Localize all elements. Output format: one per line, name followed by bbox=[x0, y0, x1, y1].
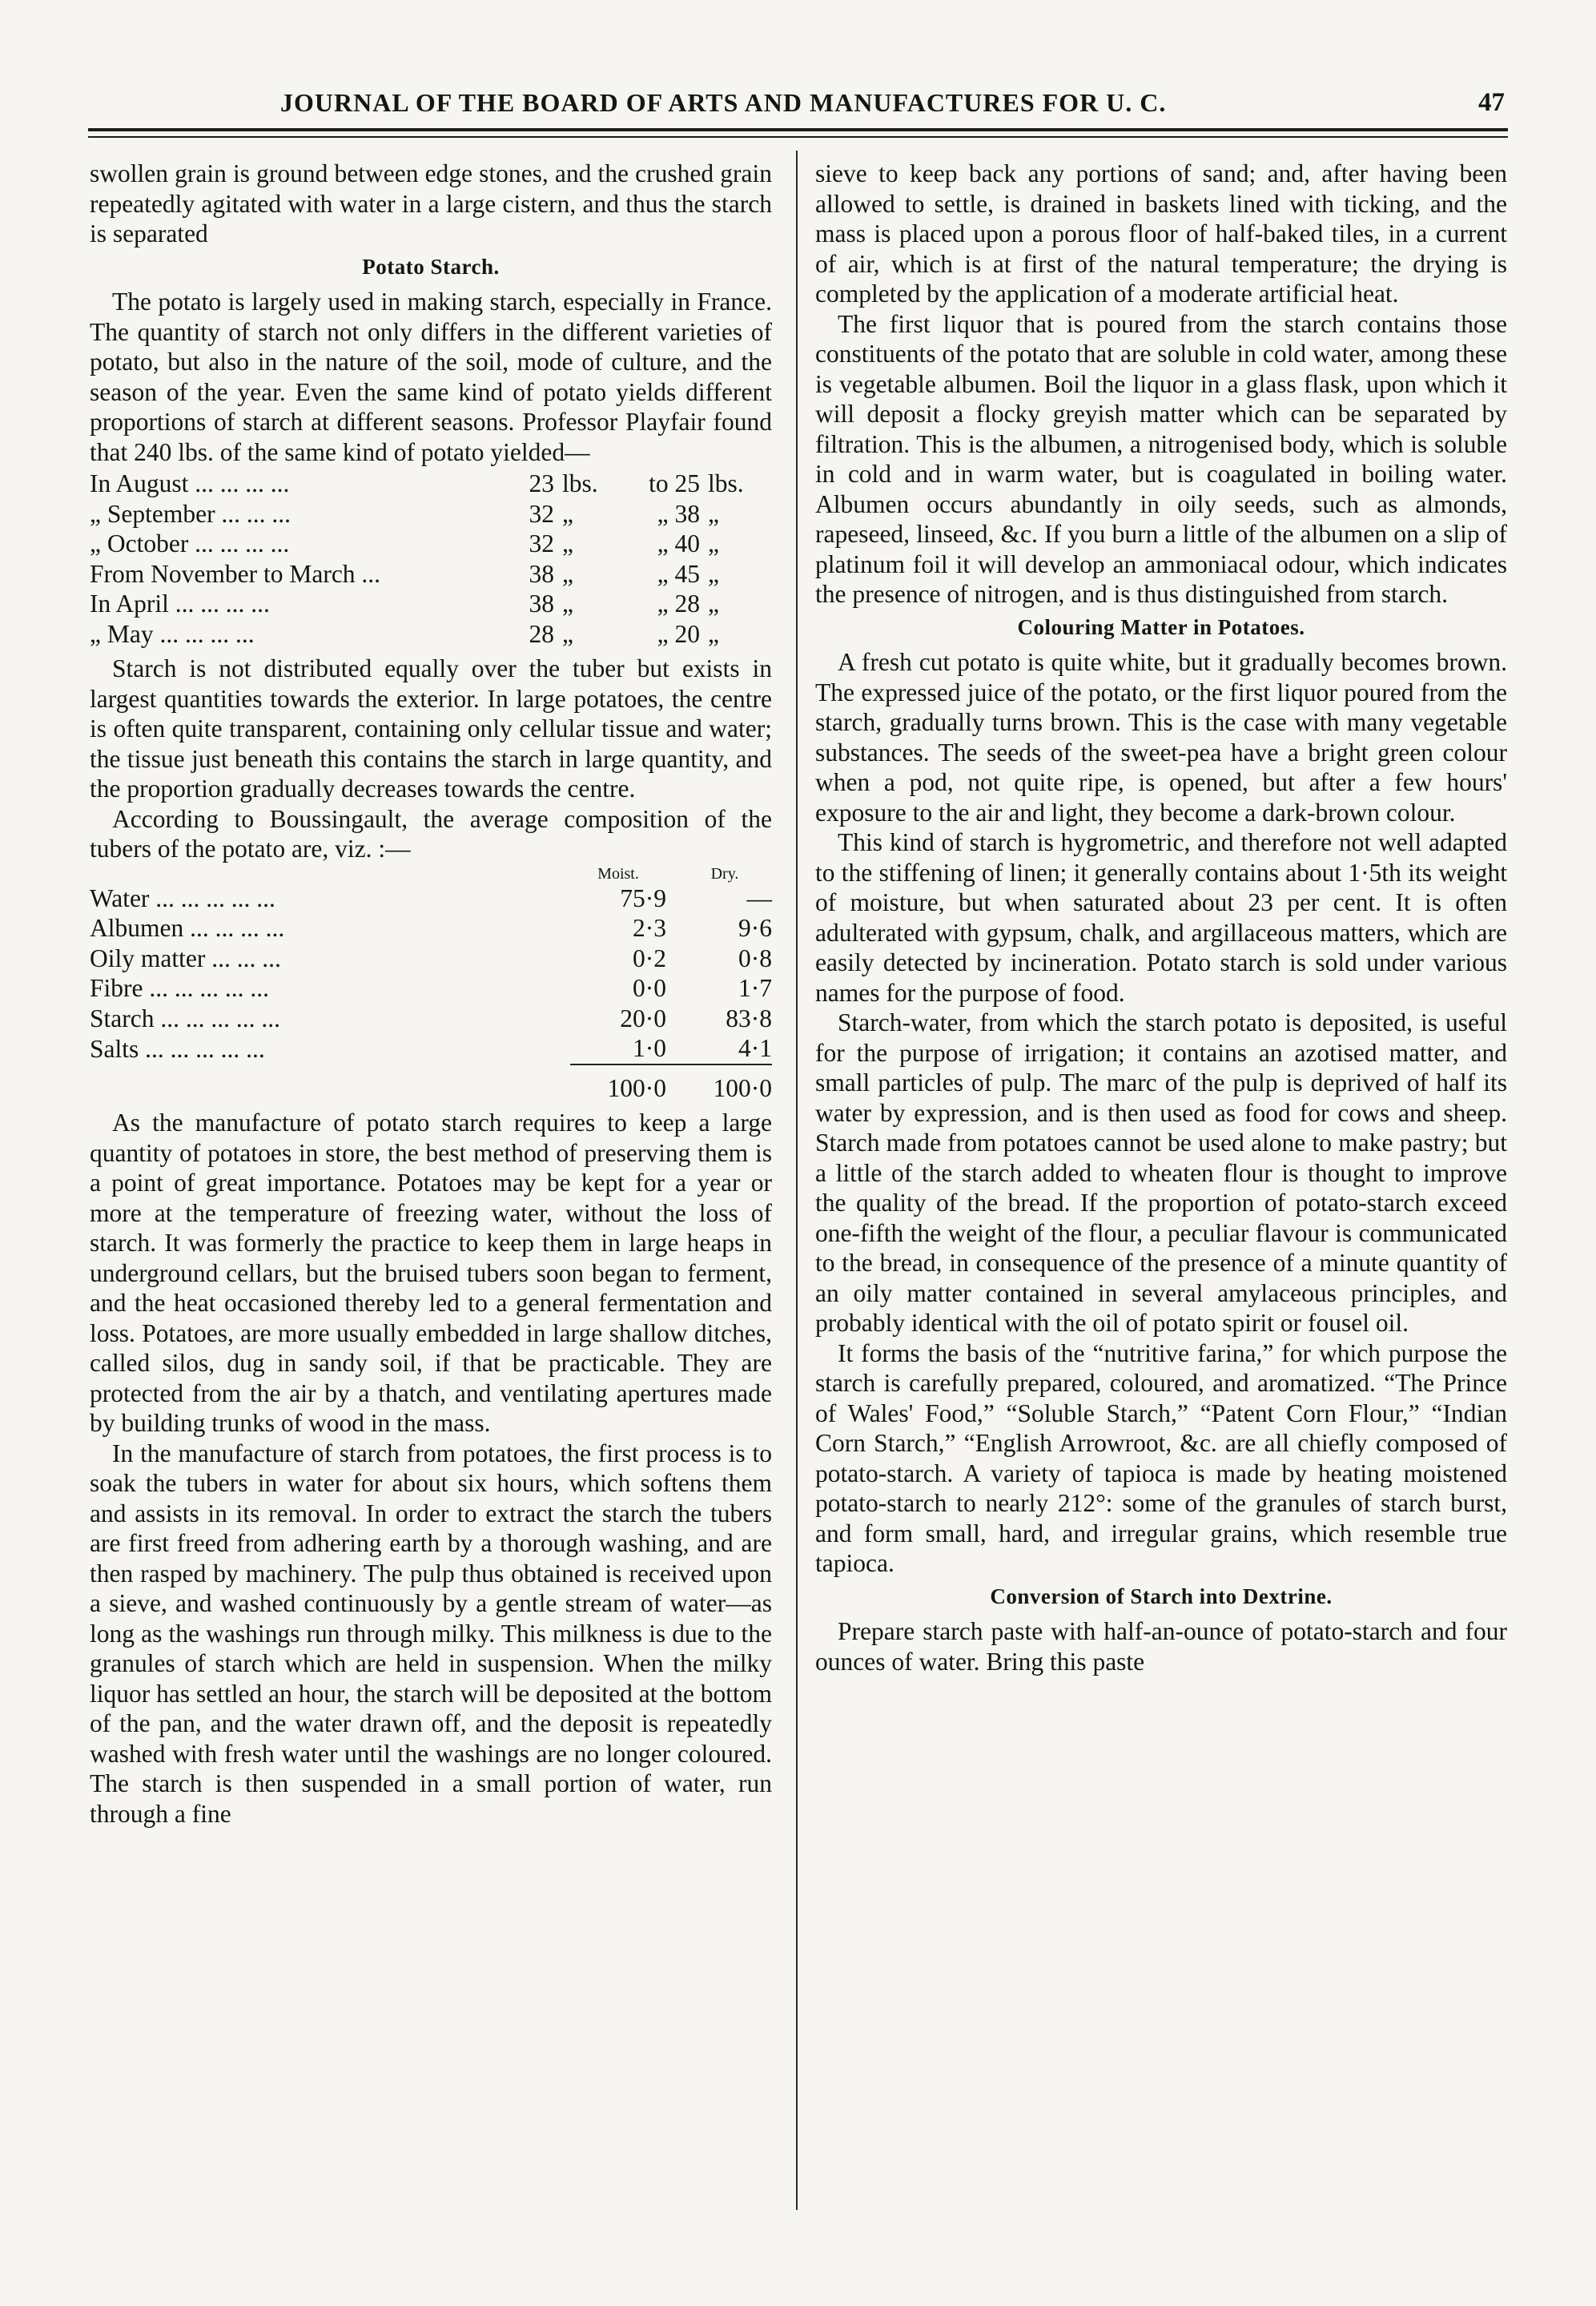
component-label: Oily matter ... ... ... bbox=[90, 944, 281, 972]
composition-row bbox=[90, 1033, 772, 1064]
yield-row bbox=[90, 619, 772, 650]
moist-value: 75·9 bbox=[620, 883, 666, 912]
paragraph: According to Boussingault, the average composition of the tubers of the potato are, viz. :— bbox=[90, 804, 772, 863]
yield-label: „ May ... ... ... ... bbox=[90, 619, 255, 648]
dry-value: 83·8 bbox=[726, 1004, 772, 1032]
composition-total-row bbox=[90, 1064, 772, 1104]
section-heading-potato-starch: Potato Starch. bbox=[362, 254, 500, 279]
paragraph: As the manufacture of potato starch requires to keep a large quantity of potatoes in store, the best method of preserving them is a point of great importance. Potatoes may be kept for a year or more at the temperature of freezing water, without the loss of starch. It was formerly the practice to keep them in large heaps in underground cellars, but the bruised tubers soon began to ferment, and the heat occasioned thereby led to a general fermentation and loss. Potatoes, are more usually embedded in large shallow ditches, called silos, dug in sandy soil, if that be practicable. They are protected from the air by a thatch, and ventilating apertures made by building trunks of wood in the mass. bbox=[90, 1109, 772, 1437]
yield-unit: lbs. bbox=[708, 469, 744, 497]
yield-unit: „ bbox=[562, 619, 573, 648]
paragraph: Starch-water, from which the starch potato is deposited, is useful for the purpose of irrigation; it contains an azotised matter, and small particles of pulp. The marc of the pulp is deprived of half its water by expression, and is then used as food for cows and sheep. Starch made from potatoes cannot be used alone to make pastry; but a little of the starch added to wheaten flour is thought to improve the quality of the bread. If the proportion of potato-starch exceed one-fifth the weight of the flour, a peculiar flavour is communicated to the bread, in consequence of the presence of a minute quantity of an oily matter contained in several amylaceous principles, and probably identical with the oil of potato spirit or fousel oil. bbox=[815, 1008, 1507, 1337]
yield-unit: „ bbox=[562, 499, 573, 528]
yield-label: „ October ... ... ... ... bbox=[90, 529, 290, 557]
moist-value: 1·0 bbox=[633, 1034, 666, 1062]
yield-row bbox=[90, 469, 772, 499]
yield-from: 32 bbox=[529, 529, 554, 557]
page-header bbox=[88, 85, 1508, 133]
right-column bbox=[815, 159, 1507, 1676]
composition-table bbox=[90, 864, 772, 1104]
yield-label: „ September ... ... ... bbox=[90, 499, 291, 528]
component-label: Starch ... ... ... ... ... bbox=[90, 1004, 280, 1032]
header-dry: Dry. bbox=[710, 864, 739, 883]
composition-row bbox=[90, 883, 772, 914]
yield-to: „ 40 bbox=[657, 529, 700, 557]
yield-label: In April ... ... ... ... bbox=[90, 590, 270, 618]
yield-from: 28 bbox=[529, 619, 554, 648]
yield-from: 23 bbox=[529, 469, 554, 497]
paragraph: Starch is not distributed equally over the tuber but exists in largest quantities towards the exterior. In large potatoes, the centre is often quite transparent, containing only cellular tissue and water; the tissue just beneath this contains the starch in large quantity, and the proportion gradually decreases towards the centre. bbox=[90, 654, 772, 803]
component-label: Water ... ... ... ... ... bbox=[90, 883, 275, 912]
total-dry: 100·0 bbox=[677, 1064, 772, 1104]
paragraph: This kind of starch is hygrometric, and therefore not well adapted to the stiffening of linen; it generally contains about 1·5th its weight of moisture, but when saturated about 23 per cent. It is often adulterated with gypsum, chalk, and argillaceous matters, which are easily detected by incineration. Potato starch is sold under various names for the purpose of food. bbox=[815, 828, 1507, 1007]
yield-table bbox=[90, 469, 772, 649]
dry-value: — bbox=[746, 883, 772, 912]
yield-row bbox=[90, 559, 772, 590]
dry-value: 9·6 bbox=[738, 914, 772, 942]
section-heading-dextrine: Conversion of Starch into Dextrine. bbox=[990, 1584, 1333, 1608]
yield-row bbox=[90, 529, 772, 559]
yield-from: 38 bbox=[529, 590, 554, 618]
yield-to: to 25 bbox=[649, 469, 700, 497]
yield-unit: „ bbox=[562, 559, 573, 588]
composition-header-row bbox=[90, 864, 772, 883]
left-column bbox=[90, 159, 772, 1829]
paragraph: It forms the basis of the “nutritive farina,” for which purpose the starch is carefully prepared, coloured, and aromatized. “The Prince of Wales' Food,” “Soluble Starch,” “Patent Corn Flour,” “Indian Corn Starch,” “English Arrowroot, &c. are all chiefly composed of potato-starch. A variety of tapioca is made by heating moistened potato-starch to nearly 212°: some of the granules of starch burst, and form small, hard, and irregular grains, which resemble true tapioca. bbox=[815, 1338, 1507, 1577]
dry-value: 1·7 bbox=[738, 974, 772, 1002]
composition-row bbox=[90, 944, 772, 974]
yield-unit: „ bbox=[708, 529, 719, 557]
paragraph: sieve to keep back any portions of sand; and, after having been allowed to settle, is drained in baskets lined with ticking, and the mass is placed upon a porous floor of half-baked tiles, in a current of air, which is at first of the natural temperature; the drying is completed by the application of a moderate artificial heat. bbox=[815, 159, 1507, 308]
yield-to: „ 20 bbox=[657, 619, 700, 648]
running-title: JOURNAL OF THE BOARD OF ARTS AND MANUFACTURES FOR U. C. bbox=[280, 88, 1167, 117]
paragraph: swollen grain is ground between edge stones, and the crushed grain repeatedly agitated with water in a large cistern, and thus the starch is separated bbox=[90, 159, 772, 248]
paragraph: Prepare starch paste with half-an-ounce of potato-starch and four ounces of water. Bring this paste bbox=[815, 1617, 1507, 1676]
component-label: Fibre ... ... ... ... ... bbox=[90, 974, 269, 1002]
page-number: 47 bbox=[1478, 88, 1505, 117]
header-rule-thick bbox=[88, 128, 1508, 131]
paragraph: In the manufacture of starch from potatoes, the first process is to soak the tubers in water for about six hours, which softens them and assists in its removal. In order to extract the starch the tubers are first freed from adhering earth by a thorough washing, and are then rasped by machinery. The pulp thus obtained is received upon a sieve, and washed continuously by a gentle stream of water—as long as the washings run through milky. This milkness is due to the granules of starch which are held in suspension. When the milky liquor has settled an hour, the starch will be deposited at the bottom of the pan, and the water drawn off, and the deposit is repeatedly washed with fresh water until the washings are no longer coloured. The starch is then suspended in a small portion of water, run through a fine bbox=[90, 1439, 772, 1828]
composition-row bbox=[90, 913, 772, 944]
yield-to: „ 38 bbox=[657, 499, 700, 528]
moist-value: 20·0 bbox=[620, 1004, 666, 1032]
yield-unit: „ bbox=[708, 619, 719, 648]
component-label: Albumen ... ... ... ... bbox=[90, 914, 285, 942]
paragraph: The first liquor that is poured from the starch contains those constituents of the potato that are soluble in cold water, among these is vegetable albumen. Boil the liquor in a glass flask, upon which it will deposit a flocky greyish matter which can be separated by filtration. This is the albumen, a nitrogenised body, which is soluble in cold and in warm water, but is coagulated in boiling water. Albumen occurs abundantly in oily seeds, such as almonds, rapeseed, linseed, &c. If you burn a little of the albumen on a slip of platinum foil it will develop an ammoniacal odour, which indicates the presence of nitrogen, and is thus distinguished from starch. bbox=[815, 309, 1507, 608]
yield-row bbox=[90, 589, 772, 619]
moist-value: 0·0 bbox=[633, 974, 666, 1002]
component-label: Salts ... ... ... ... ... bbox=[90, 1034, 265, 1063]
dry-value: 4·1 bbox=[738, 1034, 772, 1062]
yield-unit: „ bbox=[708, 499, 719, 528]
yield-label: In August ... ... ... ... bbox=[90, 469, 290, 497]
yield-from: 32 bbox=[529, 499, 554, 528]
yield-label: From November to March ... bbox=[90, 559, 381, 588]
yield-unit: „ bbox=[708, 559, 719, 588]
paragraph: A fresh cut potato is quite white, but it gradually becomes brown. The expressed juice of the potato, or the first liquor poured from the starch, gradually turns brown. This is the case with many vegetable substances. The seeds of the sweet-pea have a bright green colour when a pod, not quite ripe, is opened, but after a few hours' exposure to the air and light, they become a dark-brown colour. bbox=[815, 648, 1507, 827]
yield-unit: „ bbox=[708, 590, 719, 618]
dry-value: 0·8 bbox=[738, 944, 772, 972]
header-moist: Moist. bbox=[597, 864, 639, 883]
yield-from: 38 bbox=[529, 559, 554, 588]
paragraph: The potato is largely used in making starch, especially in France. The quantity of starch not only differs in the different varieties of potato, but also in the nature of the soil, mode of culture, and the season of the year. Even the same kind of potato yields different proportions of starch at different seasons. Professor Playfair found that 240 lbs. of the same kind of potato yielded— bbox=[90, 288, 772, 466]
composition-row bbox=[90, 973, 772, 1004]
section-heading-colouring-matter: Colouring Matter in Potatoes. bbox=[1017, 614, 1305, 639]
header-rule-thin bbox=[88, 136, 1508, 138]
yield-unit: „ bbox=[562, 529, 573, 557]
moist-value: 0·2 bbox=[633, 944, 666, 972]
yield-unit: „ bbox=[562, 590, 573, 618]
column-divider bbox=[796, 151, 798, 2210]
moist-value: 2·3 bbox=[633, 914, 666, 942]
yield-to: „ 45 bbox=[657, 559, 700, 588]
yield-row bbox=[90, 499, 772, 529]
yield-unit: lbs. bbox=[562, 469, 598, 497]
total-moist: 100·0 bbox=[570, 1064, 677, 1104]
composition-row bbox=[90, 1004, 772, 1034]
yield-to: „ 28 bbox=[657, 590, 700, 618]
